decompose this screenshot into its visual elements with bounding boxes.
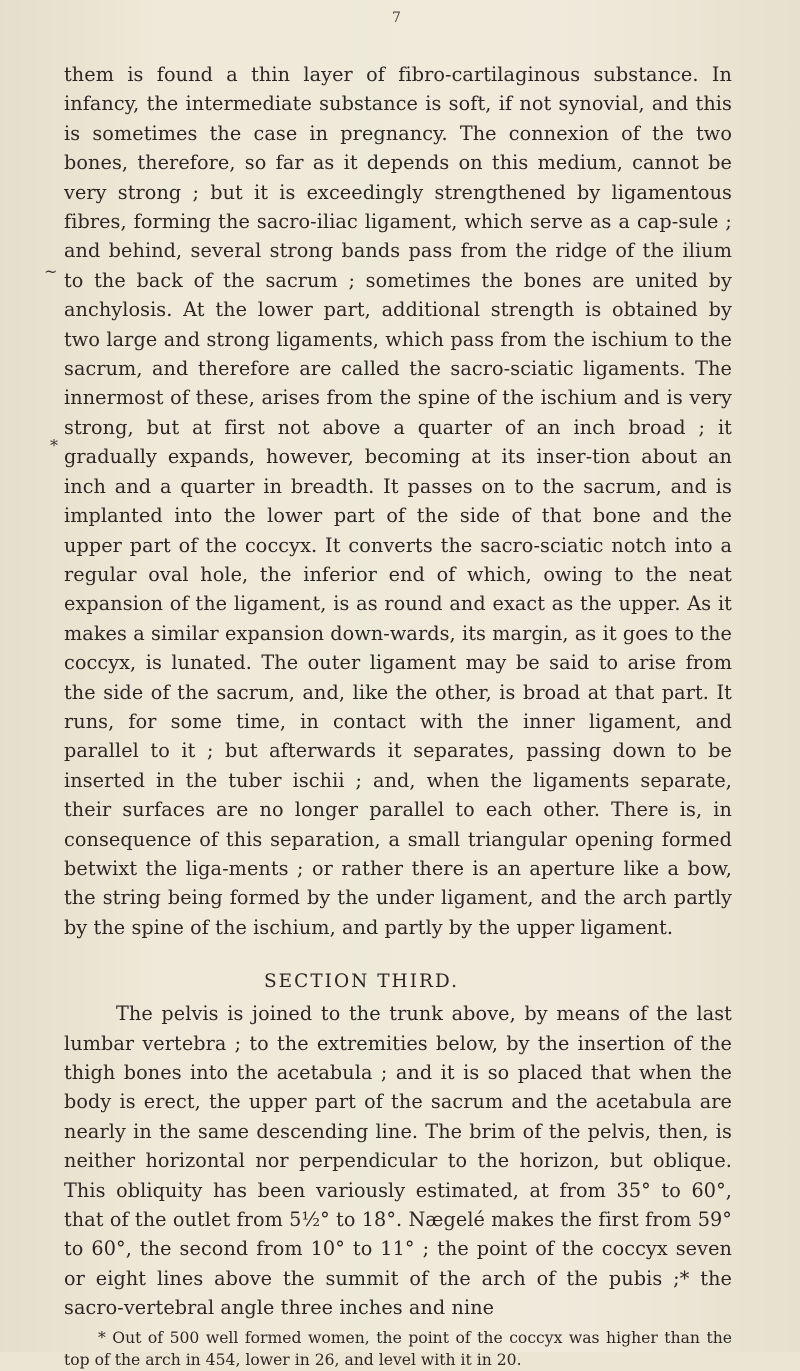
margin-mark-asterisk: *	[50, 436, 58, 455]
page-body	[64, 60, 732, 1371]
margin-mark-tilde: ~	[44, 262, 58, 281]
footnote: * Out of 500 well formed women, the point of the coccyx was higher than the top of the arch in 454, lower in 26, and level with it in 20.	[64, 1328, 732, 1369]
page-top-mark: 7	[392, 10, 401, 26]
body-paragraph: them is found a thin layer of fibro-cartilaginous substance. In infancy, the intermediate substance is soft, if not synovial, and this is sometimes the case in pregnancy. The connexion of the two bones, therefore, so far as it depends on this medium, cannot be very strong ; but it is exceedingly strengthened by ligamentous fibres, forming the sacro-iliac ligament, which serve as a cap-sule ; and behind, several strong bands pass from the ridge of the ilium to the back of the sacrum ; sometimes the bones are united by anchylosis. At the lower part, additional strength is obtained by two large and strong ligaments, which pass from the ischium to the sacrum, and therefore are called the sacro-sciatic ligaments. The innermost of these, arises from the spine of the ischium and is very strong, but at first not above a quarter of an inch broad ; it gradually expands, however, becoming at its inser-tion about an inch and a quarter in breadth. It passes on to the sacrum, and is implanted into the lower part of the side of that bone and the upper part of the coccyx. It converts the sacro-sciatic notch into a regular oval hole, the inferior end of which, owing to the neat expansion of the ligament, is as round and exact as the upper. As it makes a similar expansion down-wards, its margin, as it goes to the coccyx, is lunated. The outer ligament may be said to arise from the side of the sacrum, and, like the other, is broad at that part. It runs, for some time, in contact with the inner ligament, and parallel to it ; but afterwards it separates, passing down to be inserted in the tuber ischii ; and, when the ligaments separate, their surfaces are no longer parallel to each other. There is, in consequence of this separation, a small triangular opening formed betwixt the liga-ments ; or rather there is an aperture like a bow, the string being formed by the under ligament, and the arch partly by the spine of the ischium, and partly by the upper ligament.	[64, 63, 732, 939]
section-heading: SECTION THIRD.	[264, 971, 459, 993]
section-paragraph: The pelvis is joined to the trunk above, by means of the last lumbar vertebra ; to the extremities below, by the insertion of the thigh bones into the acetabula ; and it is so placed that when the body is erect, the upper part of the sacrum and the acetabula are nearly in the same descending line. The brim of the pelvis, then, is neither horizontal nor perpendicular to the horizon, but oblique. This obliquity has been variously estimated, at from 35° to 60°, that of the outlet from 5½° to 18°. Nægelé makes the first from 59° to 60°, the second from 10° to 11° ; the point of the coccyx seven or eight lines above the summit of the arch of the pubis ;* the sacro-vertebral angle three inches and nine	[64, 1002, 732, 1320]
